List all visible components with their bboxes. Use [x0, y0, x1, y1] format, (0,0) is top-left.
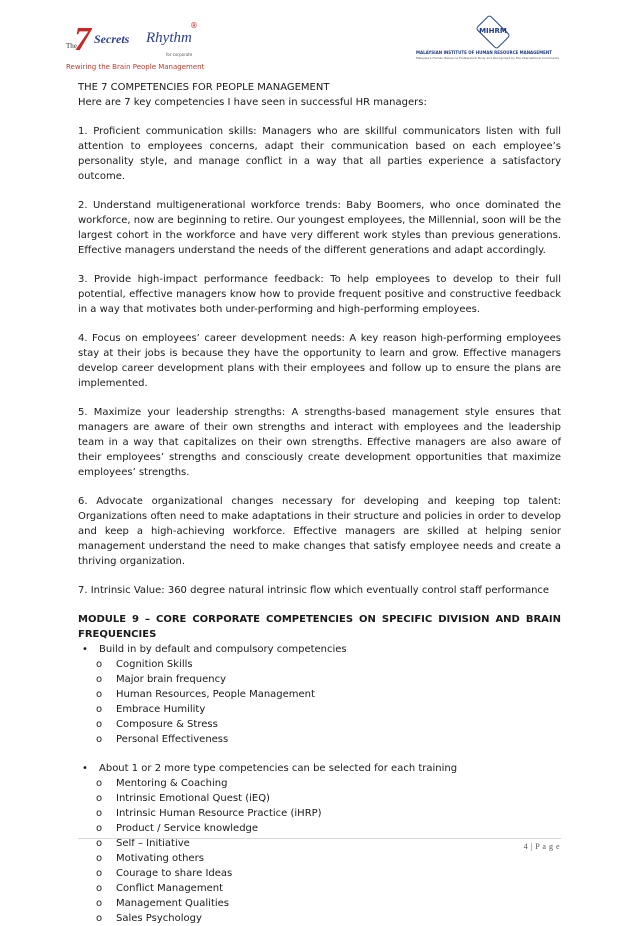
list-item-label: Conflict Management — [116, 883, 223, 894]
list-item — [78, 896, 561, 911]
list-item-label: Major brain frequency — [116, 674, 226, 685]
list-item — [78, 851, 561, 866]
document-body — [78, 80, 561, 926]
bullet-group — [78, 761, 561, 776]
sub-bullet-icon: o — [96, 823, 103, 834]
list-item-label: Human Resources, People Management — [116, 689, 315, 700]
list-item-label: Sales Psychology — [116, 913, 202, 924]
list-item — [78, 702, 561, 717]
list-item-label: Intrinsic Human Resource Practice (iHRP) — [116, 808, 322, 819]
list-item — [78, 732, 561, 747]
mihrm-abbr: MIHRM — [479, 27, 507, 35]
mihrm-description: Malaysia's Human Resource Professional Body and Recognised by the International Community — [416, 56, 560, 60]
sub-bullet-icon: o — [96, 659, 103, 670]
competency-3: 3. Provide high-impact performance feedback: To help employees to develop to their full potential, effective managers know how to provide frequent positive and constructive feedback in a way that motivates both under-performing and high-performing employees. — [78, 274, 561, 315]
footer-divider — [78, 838, 561, 839]
logo-prefix: The — [66, 42, 77, 50]
module-bullet-list — [78, 642, 561, 926]
list-item — [78, 687, 561, 702]
bullet-label: About 1 or 2 more type competencies can be selected for each training — [99, 763, 458, 774]
mihrm-name: MALAYSIAN INSTITUTE OF HUMAN RESOURCE MANAGEMENT — [416, 50, 552, 55]
logo-corp-label: for corporate — [166, 52, 193, 57]
sub-bullet-icon: o — [96, 838, 103, 849]
bullet-icon: • — [82, 644, 88, 655]
header-tagline: Rewiring the Brain People Management — [66, 63, 205, 71]
list-item-label: Product / Service knowledge — [116, 823, 259, 834]
list-item — [78, 806, 561, 821]
sub-bullet-icon: o — [96, 883, 103, 894]
list-item-label: Composure & Stress — [116, 719, 218, 730]
competency-4: 4. Focus on employees’ career development needs: A key reason high-performing employees stay at their jobs is because they have the opportunity to learn and grow. Effective managers develop career development plans with their employees and follow up to ensure the plans are implemented. — [78, 333, 561, 389]
logo-registered-mark: ® — [190, 21, 198, 30]
list-item-label: Self – Initiative — [116, 838, 190, 849]
bullet-group — [78, 642, 561, 657]
sub-bullet-icon: o — [96, 793, 103, 804]
list-item — [78, 717, 561, 732]
sub-bullet-icon: o — [96, 913, 103, 924]
sub-list — [78, 657, 561, 747]
document-intro: Here are 7 key competencies I have seen in successful HR managers: — [78, 97, 427, 108]
competency-1: 1. Proficient communication skills: Managers who are skillful communicators listen with full attention to employees concerns, adapt their communication based on each employee’s personality style, and manage conflict in a way that all parties experience a satisfactory outcome. — [78, 126, 561, 182]
list-item — [78, 776, 561, 791]
sub-bullet-icon: o — [96, 898, 103, 909]
competency-2: 2. Understand multigenerational workforce trends: Baby Boomers, who once dominated the workforce, now are beginning to retire. Our youngest employees, the Millennial, soon will be the largest cohort in the workforce and have very different work styles than previous generations. Effective managers understand the needs of the different generations and adapt accordingly. — [78, 200, 561, 256]
sub-bullet-icon: o — [96, 868, 103, 879]
competency-6: 6. Advocate organizational changes necessary for developing and keeping top talent: Organizations often need to make adaptations in their structure and policies in order to develop and keep a high-achieving workforce. Effective managers are skilled at helping senior management understand the need to make changes that satisfy employee needs and create a thriving organization. — [78, 496, 561, 567]
list-item — [78, 791, 561, 806]
page-number: 4 | P a g e — [523, 842, 560, 851]
sub-bullet-icon: o — [96, 674, 103, 685]
bullet-icon: • — [82, 763, 88, 774]
list-item-label: Personal Effectiveness — [116, 734, 229, 745]
sub-bullet-icon: o — [96, 704, 103, 715]
sub-bullet-icon: o — [96, 734, 103, 745]
sub-bullet-icon: o — [96, 778, 103, 789]
list-item — [78, 657, 561, 672]
page-header — [0, 0, 638, 75]
mihrm-logo — [416, 22, 576, 62]
sub-bullet-icon: o — [96, 689, 103, 700]
list-item-label: Intrinsic Emotional Quest (iEQ) — [116, 793, 270, 804]
competency-7: 7. Intrinsic Value: 360 degree natural intrinsic flow which eventually control staff performance — [78, 585, 550, 596]
module-title: MODULE 9 – CORE CORPORATE COMPETENCIES ON SPECIFIC DIVISION AND BRAIN FREQUENCIES — [78, 614, 561, 640]
list-item-label: Cognition Skills — [116, 659, 193, 670]
sub-bullet-icon: o — [96, 853, 103, 864]
list-item-label: Courage to share Ideas — [116, 868, 233, 879]
document-title: THE 7 COMPETENCIES FOR PEOPLE MANAGEMENT — [78, 82, 330, 93]
list-item-label: Motivating others — [116, 853, 204, 864]
logo-secrets: Secrets — [94, 32, 130, 46]
logo-rhythm: Rhythm — [146, 30, 192, 46]
list-item-label: Mentoring & Coaching — [116, 778, 228, 789]
list-item — [78, 821, 561, 836]
logo-seven: 7 — [74, 21, 91, 58]
list-item — [78, 866, 561, 881]
list-item — [78, 881, 561, 896]
list-item — [78, 672, 561, 687]
seven-secrets-rhythm-logo — [66, 22, 201, 64]
list-item-label: Management Qualities — [116, 898, 230, 909]
sub-list — [78, 776, 561, 926]
sub-bullet-icon: o — [96, 719, 103, 730]
competency-5: 5. Maximize your leadership strengths: A strengths-based management style ensures that managers are aware of their own strengths and interact with employees and the leadership team in a way that capitalizes on their own strengths. Effective managers are also aware of their employees’ strengths and consciously create development opportunities that maximize employees’ strengths. — [78, 407, 561, 478]
list-item-label: Embrace Humility — [116, 704, 206, 715]
sub-bullet-icon: o — [96, 808, 103, 819]
bullet-label: Build in by default and compulsory competencies — [99, 644, 347, 655]
list-item — [78, 911, 561, 926]
